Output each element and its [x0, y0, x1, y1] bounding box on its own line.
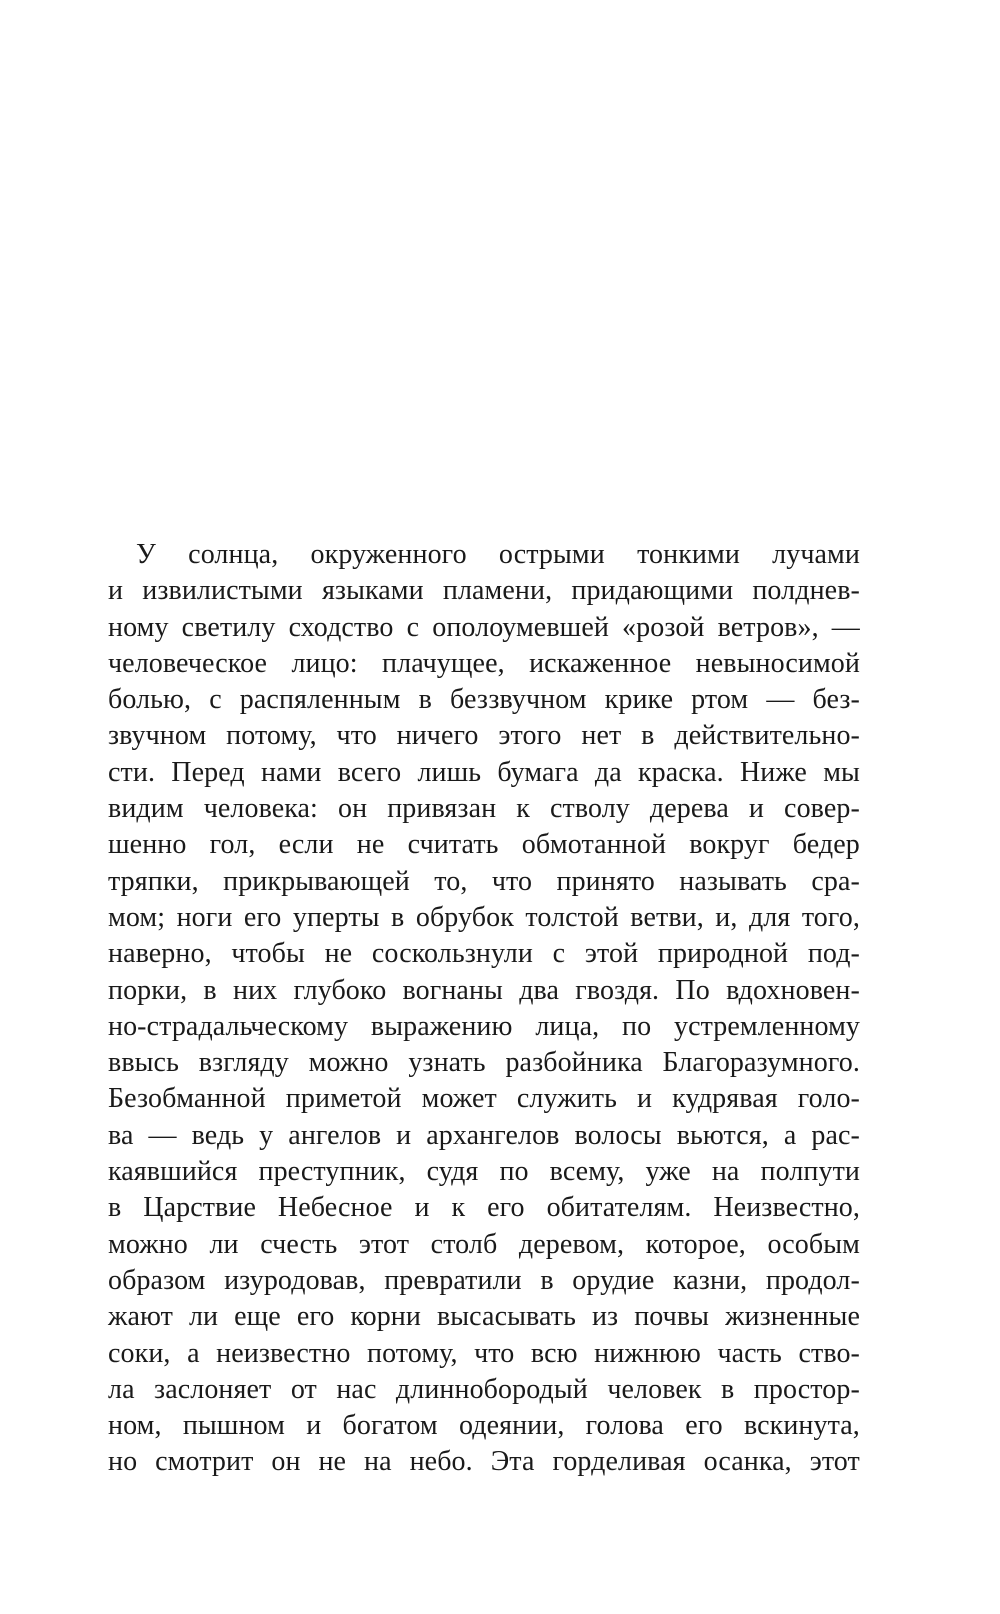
- word: высасывать: [436, 1301, 576, 1333]
- word: полднев-: [752, 575, 860, 607]
- text-line: [108, 1081, 860, 1117]
- word: природной: [657, 938, 789, 970]
- word: для: [748, 901, 791, 933]
- word: привязан: [387, 793, 497, 825]
- word: ангелов: [288, 1119, 382, 1151]
- word: лица,: [535, 1010, 600, 1042]
- word: вскинута,: [743, 1410, 860, 1442]
- word: уже: [645, 1156, 691, 1188]
- word: этой: [584, 938, 639, 970]
- body-text-paragraph: [108, 537, 860, 1481]
- word: в: [108, 1192, 122, 1224]
- word: потому,: [226, 720, 317, 752]
- word: потому,: [366, 1337, 458, 1369]
- word: его: [243, 901, 282, 933]
- word: можно: [308, 1047, 389, 1079]
- word: прикрывающей: [223, 865, 410, 897]
- word: его: [296, 1301, 335, 1333]
- word: человек: [607, 1373, 702, 1405]
- word: особым: [767, 1228, 860, 1260]
- word: что: [336, 720, 377, 752]
- word: глубоко: [293, 974, 387, 1006]
- word: продол-: [765, 1264, 860, 1296]
- word: принято: [556, 865, 655, 897]
- word: он: [337, 793, 368, 825]
- word: вокруг: [689, 829, 770, 861]
- word: языками: [321, 575, 424, 607]
- word: обитателям.: [546, 1192, 692, 1224]
- word: По: [675, 974, 710, 1006]
- word: можно: [108, 1228, 188, 1260]
- text-line: [108, 1118, 860, 1154]
- word: пышном: [182, 1410, 285, 1442]
- word: —: [148, 1119, 177, 1151]
- word: и: [637, 1083, 653, 1115]
- word: соскользнули: [371, 938, 533, 970]
- word: казни,: [673, 1264, 748, 1296]
- word: с: [209, 684, 222, 716]
- word: лицо:: [291, 647, 358, 679]
- word: «розой: [622, 611, 705, 643]
- word: считать: [407, 829, 499, 861]
- word: ному: [108, 611, 169, 643]
- word: невыносимой: [695, 647, 860, 679]
- text-line: [108, 1444, 860, 1480]
- word: архангелов: [426, 1119, 560, 1151]
- text-line: [108, 573, 860, 609]
- word: рас-: [811, 1119, 860, 1151]
- word: вогнаны: [402, 974, 503, 1006]
- word: лишь: [417, 756, 482, 788]
- word: корни: [350, 1301, 421, 1333]
- word: них: [232, 974, 278, 1006]
- word: нами: [260, 756, 322, 788]
- word: он: [271, 1446, 301, 1478]
- word: на: [711, 1156, 740, 1188]
- word: образом: [108, 1264, 206, 1296]
- word: что: [491, 865, 533, 897]
- word: голова: [585, 1410, 664, 1442]
- word: от: [290, 1373, 317, 1405]
- text-line: [108, 1336, 860, 1372]
- word: тонкими: [637, 539, 740, 570]
- word: Безобманной: [108, 1083, 266, 1115]
- word: звучном: [108, 720, 207, 752]
- word: а: [187, 1337, 200, 1369]
- word: наверно,: [108, 938, 212, 970]
- text-line: [108, 973, 860, 1009]
- word: не: [356, 829, 385, 861]
- word: Благоразумного.: [662, 1047, 860, 1079]
- word: бумага: [497, 756, 579, 788]
- word: и: [748, 793, 765, 825]
- word: мом;: [108, 901, 166, 933]
- word: дерева: [649, 793, 729, 825]
- word: с: [552, 938, 566, 970]
- word: того,: [801, 901, 860, 933]
- text-line: [108, 827, 860, 863]
- word: осанка,: [703, 1446, 792, 1478]
- word: ва: [108, 1119, 134, 1151]
- text-line: [108, 1009, 860, 1045]
- word: плачущее,: [382, 647, 505, 679]
- text-line: [108, 1227, 860, 1263]
- text-line: [108, 1154, 860, 1190]
- word: приметой: [285, 1083, 402, 1115]
- word: то,: [434, 865, 468, 897]
- word: всю: [530, 1337, 578, 1369]
- word: называть: [679, 865, 787, 897]
- word: пламени,: [442, 575, 553, 607]
- word: стволу: [549, 793, 630, 825]
- text-line: [108, 1045, 860, 1081]
- word: Неизвестно,: [713, 1192, 860, 1224]
- word: неизвестно: [216, 1337, 351, 1369]
- word: видим: [108, 793, 184, 825]
- word: и: [396, 1119, 412, 1151]
- word: сходство: [288, 611, 394, 643]
- word: Царствие: [143, 1192, 256, 1224]
- word: сти.: [108, 756, 156, 788]
- word: крике: [604, 684, 674, 716]
- word: в: [641, 720, 655, 752]
- text-line: [108, 537, 860, 573]
- word: часть: [717, 1337, 782, 1369]
- word: ветров»,: [717, 611, 819, 643]
- word: по: [622, 1010, 652, 1042]
- word: без-: [812, 684, 860, 716]
- word: но-страдальческому: [108, 1010, 349, 1042]
- word: ополоумевшей: [432, 611, 609, 643]
- word: этот: [358, 1228, 410, 1260]
- word: взгляду: [198, 1047, 289, 1079]
- word: и,: [715, 901, 738, 933]
- word: нас: [336, 1373, 377, 1405]
- word: гол,: [209, 829, 256, 861]
- word: в: [391, 901, 405, 933]
- word: —: [831, 611, 860, 643]
- word: ли: [188, 1301, 219, 1333]
- text-line: [108, 1408, 860, 1444]
- text-line: [108, 864, 860, 900]
- word: всего: [337, 756, 402, 788]
- word: которое,: [645, 1228, 746, 1260]
- word: краска.: [637, 756, 724, 788]
- word: светилу: [181, 611, 276, 643]
- word: еще: [234, 1301, 281, 1333]
- word: солнца,: [188, 539, 279, 570]
- word: у: [259, 1119, 274, 1151]
- word: острыми: [498, 539, 605, 570]
- word: болью,: [108, 684, 192, 716]
- word: человеческое: [108, 647, 268, 679]
- word: голо-: [797, 1083, 860, 1115]
- word: кудрявая: [672, 1083, 778, 1115]
- word: извилистыми: [142, 575, 303, 607]
- word: ство-: [798, 1337, 860, 1369]
- word: к: [451, 1192, 466, 1224]
- word: устремленному: [673, 1010, 860, 1042]
- word: ничего: [396, 720, 479, 752]
- word: человека:: [203, 793, 318, 825]
- word: вдохновен-: [726, 974, 860, 1006]
- word: мы: [823, 756, 860, 788]
- word: его: [487, 1192, 525, 1224]
- text-line: [108, 718, 860, 754]
- word: не: [324, 938, 353, 970]
- word: превратили: [384, 1264, 522, 1296]
- text-line: [108, 1372, 860, 1408]
- word: что: [474, 1337, 515, 1369]
- word: столб: [430, 1228, 498, 1260]
- text-line: [108, 755, 860, 791]
- word: шенно: [108, 829, 187, 861]
- word: узнать: [408, 1047, 486, 1079]
- word: в: [418, 684, 432, 716]
- word: лучами: [772, 539, 860, 570]
- word: в: [540, 1264, 554, 1296]
- word: этот: [809, 1446, 860, 1478]
- word: нет: [581, 720, 622, 752]
- word: разбойника: [505, 1047, 643, 1079]
- word: заслоняет: [154, 1373, 272, 1405]
- word: толстой: [525, 901, 619, 933]
- text-line: [108, 646, 860, 682]
- text-line: [108, 791, 860, 827]
- text-line: [108, 1263, 860, 1299]
- word: выражению: [370, 1010, 513, 1042]
- text-line: [108, 682, 860, 718]
- word: соки,: [108, 1337, 171, 1369]
- word: полпути: [760, 1156, 860, 1188]
- word: чтобы: [231, 938, 305, 970]
- word: но: [108, 1446, 138, 1478]
- word: действительно-: [674, 720, 860, 752]
- word: к: [516, 793, 530, 825]
- text-line: [108, 900, 860, 936]
- word: служить: [516, 1083, 617, 1115]
- text-line: [108, 610, 860, 646]
- word: и: [108, 575, 124, 607]
- word: изуродовав,: [224, 1264, 366, 1296]
- word: ноги: [176, 901, 233, 933]
- word: а: [783, 1119, 797, 1151]
- word: в: [203, 974, 217, 1006]
- word: преступник,: [258, 1156, 406, 1188]
- word: почвы: [634, 1301, 710, 1333]
- word: Эта: [490, 1446, 535, 1478]
- text-line: [108, 936, 860, 972]
- word: волосы: [574, 1119, 662, 1151]
- word: в: [721, 1373, 735, 1405]
- word: небо.: [409, 1446, 473, 1478]
- word: и: [414, 1192, 430, 1224]
- word: из: [591, 1301, 619, 1333]
- word: длиннобородый: [395, 1373, 588, 1405]
- word: нижнюю: [594, 1337, 701, 1369]
- word: орудие: [572, 1264, 655, 1296]
- word: ртом: [691, 684, 749, 716]
- word: и: [306, 1410, 322, 1442]
- word: ввысь: [108, 1047, 179, 1079]
- word: да: [594, 756, 622, 788]
- word: вьются,: [676, 1119, 769, 1151]
- word: жизненные: [725, 1301, 860, 1333]
- word: тряпки,: [108, 865, 199, 897]
- word: одеянии,: [458, 1410, 565, 1442]
- word: не: [318, 1446, 347, 1478]
- word: каявшийся: [108, 1156, 238, 1188]
- word: совер-: [784, 793, 860, 825]
- word: окруженного: [310, 539, 467, 570]
- word: судя: [426, 1156, 479, 1188]
- word: по: [499, 1156, 529, 1188]
- word: если: [278, 829, 334, 861]
- word: его: [685, 1410, 723, 1442]
- word: может: [421, 1083, 497, 1115]
- word: Ниже: [739, 756, 807, 788]
- word: под-: [807, 938, 860, 970]
- word: порки,: [108, 974, 188, 1006]
- word: искаженное: [529, 647, 672, 679]
- word: горделивая: [552, 1446, 686, 1478]
- text-line: [108, 1299, 860, 1335]
- word: придающими: [571, 575, 734, 607]
- word: ном,: [108, 1410, 162, 1442]
- word: счесть: [260, 1228, 338, 1260]
- word: всему,: [549, 1156, 625, 1188]
- word: уперты: [292, 901, 380, 933]
- word: гвоздя.: [575, 974, 660, 1006]
- word: смотрит: [155, 1446, 254, 1478]
- word: Перед: [171, 756, 245, 788]
- word: обрубок: [415, 901, 514, 933]
- word: простор-: [753, 1373, 860, 1405]
- word: деревом,: [518, 1228, 625, 1260]
- word: бедер: [792, 829, 860, 861]
- word: распяленным: [239, 684, 401, 716]
- word: на: [364, 1446, 392, 1478]
- word: ведь: [191, 1119, 245, 1151]
- text-line: [108, 1190, 860, 1226]
- word: с: [406, 611, 420, 643]
- word: жают: [108, 1301, 173, 1333]
- word: ла: [108, 1373, 135, 1405]
- word: У: [136, 539, 156, 570]
- word: —: [766, 684, 795, 716]
- word: ли: [209, 1228, 239, 1260]
- word: беззвучном: [449, 684, 587, 716]
- word: богатом: [342, 1410, 438, 1442]
- word: сра-: [811, 865, 860, 897]
- word: этого: [498, 720, 562, 752]
- word: два: [519, 974, 560, 1006]
- word: Небесное: [277, 1192, 393, 1224]
- word: ветви,: [630, 901, 704, 933]
- word: обмотанной: [521, 829, 667, 861]
